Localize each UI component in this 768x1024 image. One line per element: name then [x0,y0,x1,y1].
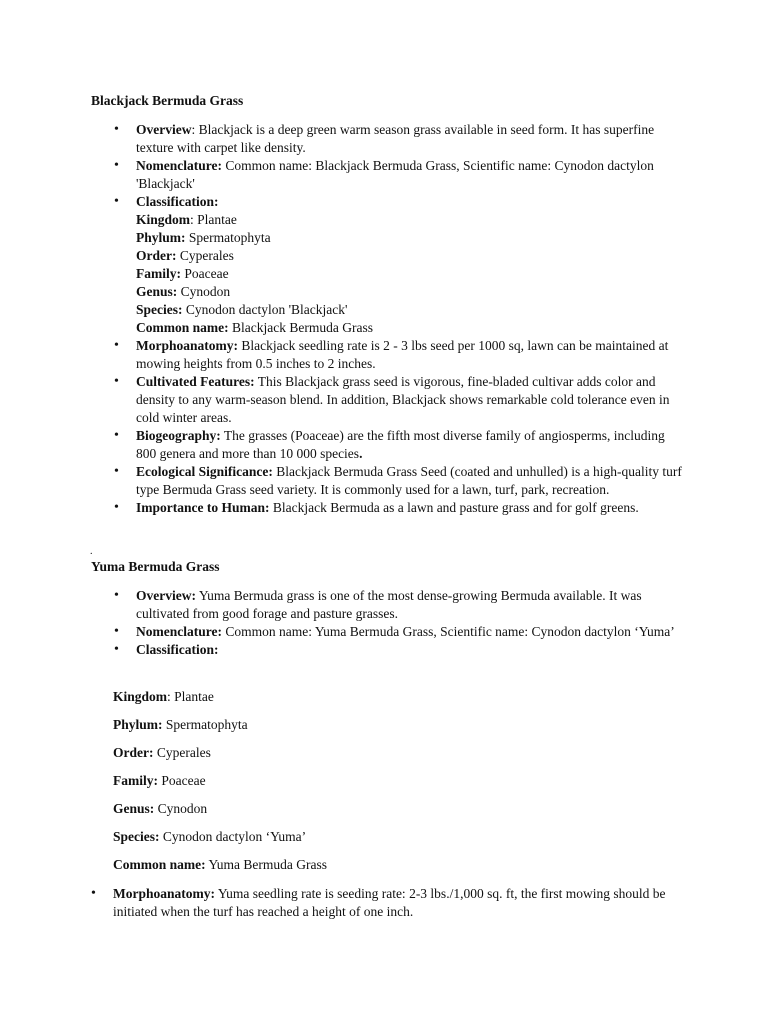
classification-label: • Classification: [136,194,219,209]
list-item-classification [136,641,684,659]
kingdom-label: Kingdom [113,689,168,704]
list-item-nomenclature [136,157,684,193]
biogeography-text: The grasses (Poaceae) are the fifth most diverse family of angiosperms, including 800 genera and more than 10 000 species [136,428,665,461]
stray-dot: . [90,546,93,557]
morphoanatomy-label: Morphoanatomy: [113,886,215,901]
common-name-line [136,319,684,337]
blackjack-bullet-list [136,121,684,517]
ecological-significance-text: Blackjack Bermuda Grass Seed (coated and unhulled) is a high-quality turf type Bermuda Grass seed variety. It is commonly used for a lawn, turf, park, recreation. [136,464,682,497]
morphoanatomy-label: Morphoanatomy: [136,338,238,353]
common-name-line [113,856,327,874]
biogeography-label: Biogeography: [136,428,221,443]
order-label: Order: [136,248,177,263]
list-item-importance-to-human [136,499,684,517]
list-item-nomenclature [136,623,684,641]
common-name-label: Common name: [113,857,206,872]
nomenclature-text: Common name: Yuma Bermuda Grass, Scientific name: Cynodon dactylon ‘Yuma’ [221,624,675,639]
list-item-cultivated-features [136,373,684,427]
order-label: Order: [113,745,154,760]
common-name-label: Common name: [136,320,229,335]
genus-label: Genus: [136,284,178,299]
cultivated-features-text: This Blackjack grass seed is vigorous, fine-bladed cultivar adds color and density to any warm-season blend. In addition, Blackjack shows remarkable cold tolerance even in cold winter areas. [136,374,670,425]
overview-text: : Blackjack is a deep green warm season grass available in seed form. It has superfine texture with carpet like density. [136,122,655,155]
kingdom-line [136,211,684,229]
common-name-value: Blackjack Bermuda Grass [228,320,373,335]
species-line [113,828,306,846]
list-item-classification [136,193,684,337]
list-item-overview [136,121,684,157]
species-label: Species: [113,829,160,844]
phylum-label: Phylum: [113,717,163,732]
family-line [113,772,206,790]
kingdom-value: : Plantae [190,212,237,227]
section-title-yuma: Yuma Bermuda Grass [91,559,220,574]
kingdom-value: : Plantae [167,689,214,704]
phylum-label: Phylum: [136,230,186,245]
family-line [136,265,684,283]
species-value: Cynodon dactylon ‘Yuma’ [159,829,307,844]
genus-value: Cynodon [177,284,231,299]
species-value: Cynodon dactylon 'Blackjack' [182,302,348,317]
nomenclature-label: Nomenclature: [136,624,222,639]
common-name-value: Yuma Bermuda Grass [205,857,327,872]
order-value: Cyperales [153,745,211,760]
phylum-line [113,716,248,734]
nomenclature-text: Common name: Blackjack Bermuda Grass, Scientific name: Cynodon dactylon 'Blackjack' [136,158,654,191]
list-item-ecological-significance [136,463,684,499]
family-label: Family: [136,266,181,281]
phylum-value: Spermatophyta [162,717,248,732]
genus-line [136,283,684,301]
list-item-morphoanatomy [136,337,684,373]
morphoanatomy-text: Blackjack seedling rate is 2 - 3 lbs seed per 1000 sq, lawn can be maintained at mowing heights from 0.5 inches to 2 inches. [136,338,669,371]
order-line [136,247,684,265]
overview-text: Yuma Bermuda grass is one of the most dense-growing Bermuda available. It was cultivated from good forage and pasture grasses. [136,588,642,621]
genus-value: Cynodon [154,801,208,816]
importance-to-human-text: Blackjack Bermuda as a lawn and pasture grass and for golf greens. [269,500,639,515]
yuma-bullet-list [136,587,684,659]
biogeography-period: . [359,446,363,461]
kingdom-label: Kingdom [136,212,191,227]
list-item-overview [136,587,684,623]
list-item-biogeography [136,427,684,463]
overview-label: Overview: [136,588,196,603]
species-line [136,301,684,319]
yuma-bullet-list-2 [113,885,681,921]
morphoanatomy-text: Yuma seedling rate is seeding rate: 2-3 lbs./1,000 sq. ft, the first mowing should be initiated when the turf has reached a height of one inch. [113,886,666,919]
importance-to-human-label: Importance to Human: [136,500,270,515]
overview-label: Overview [136,122,192,137]
list-item-morphoanatomy [113,885,681,921]
cultivated-features-label: Cultivated Features: [136,374,255,389]
family-value: Poaceae [158,773,206,788]
section-title-blackjack: Blackjack Bermuda Grass [91,93,244,108]
family-value: Poaceae [181,266,229,281]
order-line [113,744,211,762]
classification-label: Classification: [136,642,219,657]
kingdom-line [113,688,214,706]
phylum-line [136,229,684,247]
family-label: Family: [113,773,158,788]
species-label: Species: [136,302,183,317]
nomenclature-label: Nomenclature: [136,158,222,173]
genus-label: Genus: [113,801,155,816]
genus-line [113,800,207,818]
ecological-significance-label: Ecological Significance: [136,464,273,479]
order-value: Cyperales [176,248,234,263]
phylum-value: Spermatophyta [185,230,271,245]
